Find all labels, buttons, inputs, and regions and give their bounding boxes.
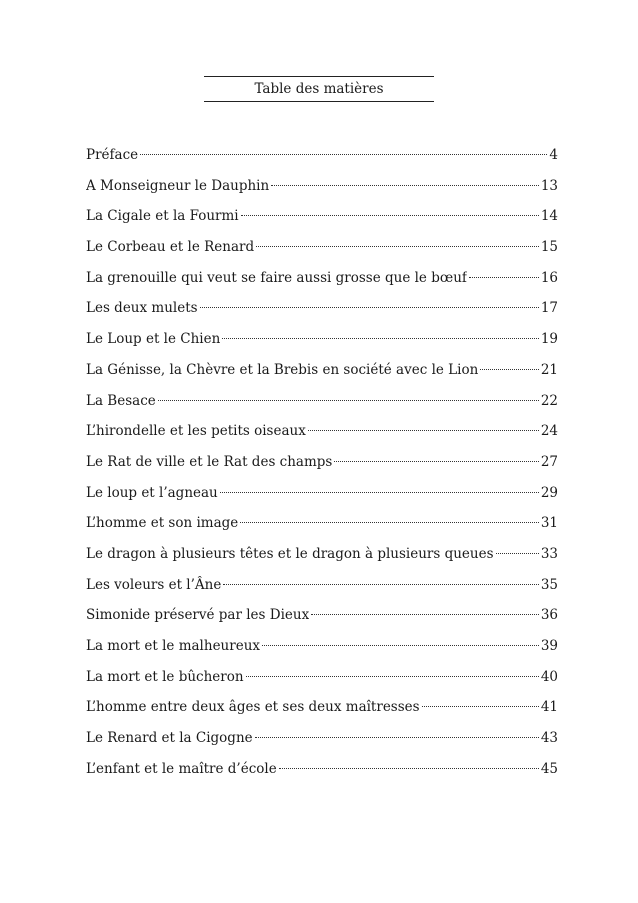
dot-leader — [158, 400, 539, 401]
dot-leader — [240, 522, 539, 523]
toc-entry[interactable] — [86, 539, 558, 570]
toc-entry-page-number: 19 — [540, 331, 558, 348]
table-of-contents — [86, 140, 558, 784]
toc-entry[interactable] — [86, 631, 558, 662]
dot-leader — [469, 277, 539, 278]
page-title: Table des matières — [204, 76, 434, 102]
dot-leader — [241, 215, 539, 216]
toc-entry[interactable] — [86, 355, 558, 386]
toc-entry[interactable] — [86, 600, 558, 631]
toc-entry-page-number: 39 — [540, 638, 558, 654]
toc-entry-page-number: 36 — [540, 607, 558, 624]
toc-entry[interactable] — [86, 324, 558, 355]
dot-leader — [480, 369, 539, 370]
toc-entry-page-number: 40 — [540, 668, 558, 685]
dot-leader — [140, 154, 547, 155]
dot-leader — [262, 645, 539, 646]
toc-entry-title: Le Renard et la Cigogne — [86, 730, 253, 747]
toc-entry[interactable] — [86, 263, 558, 294]
toc-entry-title: Préface — [86, 147, 139, 163]
toc-entry-title: La Génisse, la Chèvre et la Brebis en société avec le Lion — [86, 361, 479, 378]
dot-leader — [246, 676, 539, 677]
dot-leader — [256, 246, 539, 247]
toc-entry[interactable] — [86, 478, 558, 509]
toc-entry[interactable] — [86, 140, 558, 171]
toc-entry[interactable] — [86, 171, 558, 202]
toc-entry-title: Le Corbeau et le Renard — [86, 239, 255, 256]
toc-entry-page-number: 22 — [540, 392, 558, 409]
dot-leader — [311, 614, 539, 615]
toc-entry[interactable] — [86, 447, 558, 478]
toc-entry-page-number: 14 — [540, 208, 558, 225]
toc-entry[interactable] — [86, 662, 558, 693]
toc-entry[interactable] — [86, 293, 558, 324]
toc-entry-page-number: 13 — [540, 177, 558, 194]
toc-entry-title: Le loup et l’agneau — [86, 484, 218, 501]
dot-leader — [255, 737, 539, 738]
toc-entry[interactable] — [86, 570, 558, 601]
toc-entry[interactable] — [86, 692, 558, 723]
dot-leader — [220, 492, 539, 493]
toc-entry-page-number: 41 — [540, 699, 558, 716]
toc-entry-page-number: 15 — [540, 239, 558, 256]
dot-leader — [271, 185, 539, 186]
toc-entry-title: La mort et le bûcheron — [86, 668, 244, 685]
toc-entry[interactable] — [86, 386, 558, 417]
toc-entry-page-number: 17 — [540, 300, 558, 317]
toc-entry-title: Simonide préservé par les Dieux — [86, 607, 310, 624]
toc-entry-page-number: 16 — [540, 269, 558, 286]
dot-leader — [279, 768, 539, 769]
toc-entry-title: L’homme et son image — [86, 515, 239, 532]
toc-entry-page-number: 21 — [540, 361, 558, 378]
toc-entry-page-number: 4 — [549, 147, 558, 163]
toc-entry-title: L’enfant et le maître d’école — [86, 760, 277, 777]
toc-entry-title: Le Rat de ville et le Rat des champs — [86, 453, 333, 470]
dot-leader — [223, 584, 538, 585]
toc-entry-page-number: 35 — [540, 576, 558, 593]
toc-entry-page-number: 29 — [540, 484, 558, 501]
toc-entry-page-number: 43 — [540, 730, 558, 747]
toc-entry[interactable] — [86, 508, 558, 539]
toc-entry-title: L’hirondelle et les petits oiseaux — [86, 423, 306, 440]
toc-entry-title: Les deux mulets — [86, 300, 198, 317]
dot-leader — [422, 706, 539, 707]
toc-entry-page-number: 45 — [540, 760, 558, 777]
dot-leader — [200, 307, 539, 308]
toc-entry-title: Le Loup et le Chien — [86, 331, 221, 348]
toc-entry-title: Les voleurs et l’Âne — [86, 576, 222, 593]
toc-entry-title: La Besace — [86, 392, 156, 409]
toc-entry-page-number: 31 — [540, 515, 558, 532]
toc-entry-title: L’homme entre deux âges et ses deux maîtresses — [86, 699, 420, 716]
toc-entry[interactable] — [86, 754, 558, 785]
dot-leader — [334, 461, 538, 462]
toc-entry[interactable] — [86, 723, 558, 754]
toc-entry-title: Le dragon à plusieurs têtes et le dragon à plusieurs queues — [86, 545, 494, 562]
toc-entry[interactable] — [86, 416, 558, 447]
toc-entry-title: La grenouille qui veut se faire aussi grosse que le bœuf — [86, 269, 467, 286]
dot-leader — [496, 553, 539, 554]
dot-leader — [222, 338, 539, 339]
toc-entry[interactable] — [86, 201, 558, 232]
toc-entry-page-number: 33 — [540, 545, 558, 562]
toc-entry-page-number: 27 — [540, 453, 558, 470]
dot-leader — [308, 430, 539, 431]
toc-entry-title: La Cigale et la Fourmi — [86, 208, 239, 225]
toc-entry-title: A Monseigneur le Dauphin — [86, 177, 270, 194]
toc-entry[interactable] — [86, 232, 558, 263]
toc-entry-title: La mort et le malheureux — [86, 638, 261, 654]
toc-entry-page-number: 24 — [540, 423, 558, 440]
